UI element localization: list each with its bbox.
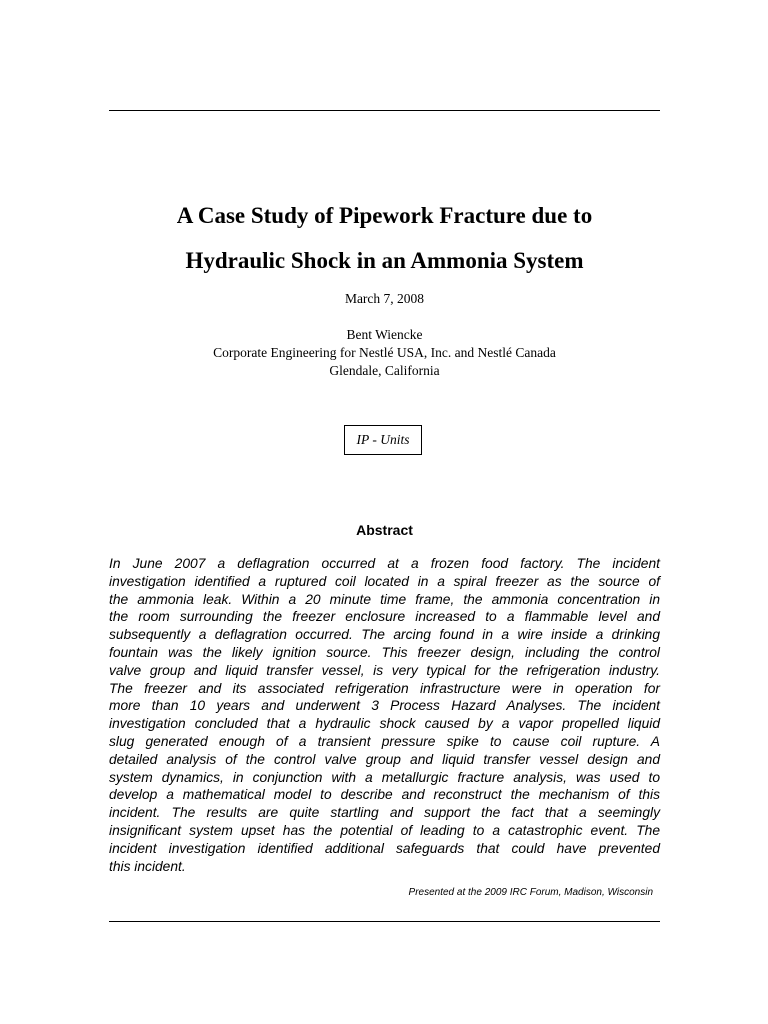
abstract-line: insignificant system upset has the potential of leading to a catastrophic event. The [109,822,660,838]
title-line-2: Hydraulic Shock in an Ammonia System [185,248,584,273]
presented-at-note: Presented at the 2009 IRC Forum, Madison, Wisconsin [408,887,653,898]
abstract-line: incident. The results are quite startling and support the fact that a seemingly [109,805,660,821]
abstract-heading: Abstract [356,522,413,538]
abstract-line: investigation concluded that a hydraulic shock caused by a vapor propelled liquid [109,716,660,732]
title-line-1: A Case Study of Pipework Fracture due to [176,203,593,228]
abstract-line: more than 10 years and underwent 3 Process Hazard Analyses. The incident [109,698,660,714]
abstract-line: subsequently a deflagration occurred. The arcing found in a wire inside a drinking [109,627,660,643]
abstract-line: slug generated enough of a transient pressure spike to cause coil rupture. A [109,733,660,749]
abstract-body [109,555,660,875]
abstract-line: In June 2007 a deflagration occurred at a frozen food factory. The incident [109,556,660,571]
abstract-line: incident investigation identified additional safeguards that could have prevented [109,840,660,856]
abstract-line: the room surrounding the freezer enclosure increased to a flammable level and [109,609,660,625]
abstract-line: this incident. [109,858,186,874]
top-horizontal-rule [109,110,660,111]
abstract-line: the ammonia leak. Within a 20 minute time frame, the ammonia concentration in [109,591,660,607]
author-affiliation: Corporate Engineering for Nestlé USA, Inc. and Nestlé Canada [213,345,556,360]
units-label-box: IP - Units [344,425,422,455]
bottom-horizontal-rule [109,921,660,922]
abstract-line: valve group and liquid transfer vessel, is very typical for the refrigeration industry. [109,662,660,678]
abstract-line: The freezer and its associated refrigeration infrastructure were in operation for [109,680,660,696]
abstract-line: fountain was the likely ignition source. This freezer design, including the control [109,644,660,660]
publication-date: March 7, 2008 [344,291,425,306]
abstract-line: develop a mathematical model to describe and reconstruct the mechanism of this [109,787,660,803]
abstract-line: detailed analysis of the control valve group and liquid transfer vessel design and [109,751,660,767]
author-name: Bent Wiencke [346,327,423,342]
abstract-line: system dynamics, in conjunction with a metallurgic fracture analysis, was used to [109,769,660,785]
abstract-line: investigation identified a ruptured coil located in a spiral freezer as the source of [109,573,660,589]
author-location: Glendale, California [329,363,440,378]
